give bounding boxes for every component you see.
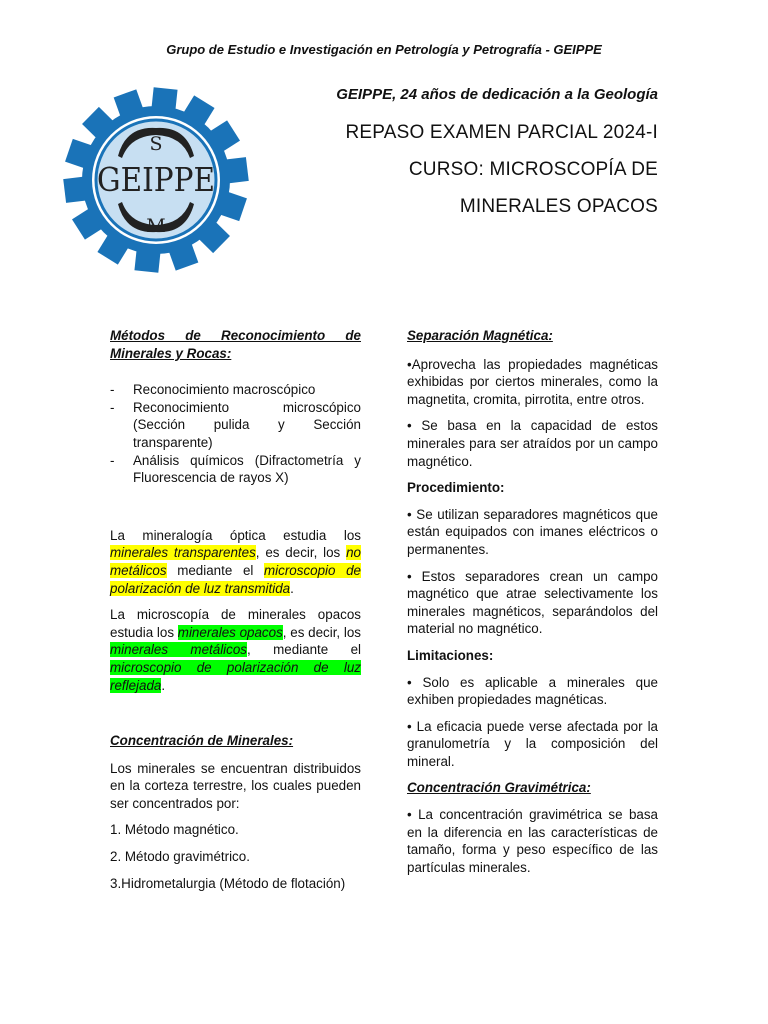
gear-tooth [63, 175, 96, 202]
concentracion-item: 2. Método gravimétrico. [110, 849, 250, 865]
separacion-paragraph: •Aprovecha las propiedades magnéticas exhibidas por ciertos minerales, como la magnetita, cromita, pirrotita, entre otros. [407, 356, 658, 407]
metodos-item: - Reconocimiento microscópico (Sección pulida y Sección transparente) [110, 399, 361, 452]
title-line-2: CURSO: MICROSCOPÍA DE [408, 159, 658, 180]
right-column [407, 327, 658, 876]
text-run: , es decir, los [255, 545, 347, 561]
metodos-item: - Reconocimiento macroscópico [110, 381, 361, 399]
text-run: , mediante el [247, 642, 362, 658]
metodos-list [110, 381, 361, 487]
separacion-heading: Separación Magnética: [407, 328, 553, 343]
procedimiento-paragraph: • Se utilizan separadores magnéticos que están equipados con imanes eléctricos o permanentes. [407, 506, 658, 557]
title-line-1: REPASO EXAMEN PARCIAL 2024-I [345, 122, 658, 143]
highlight-non-metallic: no metálicos [110, 545, 361, 578]
gear-tooth [151, 87, 178, 119]
opaque-microscopy-paragraph [110, 606, 361, 694]
logo-main-text: GEIPPE [97, 160, 215, 199]
logo-top-letter: S [149, 133, 163, 155]
procedimiento-paragraph: • Estos separadores crean un campo magnético que atrae selectivamente los minerales magnéticos, separándolos del material no magnético. [407, 568, 658, 637]
procedimiento-heading: Procedimiento: [407, 480, 505, 496]
limitaciones-heading: Limitaciones: [407, 647, 494, 663]
left-column [110, 327, 361, 892]
concentracion-item: 3.Hidrometalurgia (Método de flotación) [110, 875, 346, 891]
separacion-paragraph: • Se basa en la capacidad de estos minerales para ser atraídos por un campo magnético. [407, 418, 658, 469]
gravimetrica-heading: Concentración Gravimétrica: [407, 780, 591, 796]
text-run: La microscopía de minerales opacos estudia los [110, 607, 361, 640]
gear-tooth [216, 157, 249, 184]
title-line-3: MINERALES OPACOS [459, 196, 658, 217]
geippe-logo [56, 86, 256, 274]
group-header: Grupo de Estudio e Investigación en Petrología y Petrografía - GEIPPE [166, 42, 602, 57]
highlight-opaque-minerals: minerales opacos [177, 624, 283, 640]
subtitle: GEIPPE, 24 años de dedicación a la Geología [336, 86, 658, 103]
limitaciones-paragraph: • La eficacia puede verse afectada por la granulometría y la composición del mineral. [407, 718, 658, 769]
logo-bottom-letter: M [146, 215, 166, 237]
concentracion-item: 1. Método magnético. [110, 822, 239, 838]
metodos-heading: Métodos de Reconocimiento de Minerales y Rocas: [110, 328, 361, 361]
optical-mineralogy-paragraph [110, 527, 361, 597]
limitaciones-paragraph: • Solo es aplicable a minerales que exhiben propiedades magnéticas. [407, 674, 658, 708]
highlight-metallic-minerals: minerales metálicos [110, 642, 247, 658]
text-run: . [290, 580, 294, 596]
concentracion-heading: Concentración de Minerales: [110, 733, 294, 749]
text-run: , es decir, los [282, 624, 361, 640]
document-title [298, 114, 658, 225]
gear-tooth [134, 240, 161, 272]
highlight-reflected-light: microscopio de polarización de luz reflejada [110, 659, 361, 693]
concentracion-intro: Los minerales se encuentran distribuidos en la corteza terrestre, los cuales pueden ser concentrados por: [110, 760, 361, 811]
metodos-item: - Análisis químicos (Difractometría y Fluorescencia de rayos X) [110, 452, 361, 487]
text-run: La mineralogía óptica estudia los [110, 527, 361, 543]
highlight-transmitted-light: microscopio de polarización de luz transmitida [110, 562, 361, 596]
highlight-transparent-minerals: minerales transparentes [110, 545, 256, 561]
gravimetrica-paragraph: • La concentración gravimétrica se basa en la diferencia en las características de tamaño, forma y peso específico de las partículas minerales. [407, 807, 658, 875]
text-run: . [161, 677, 166, 693]
text-run: mediante el [166, 562, 265, 578]
